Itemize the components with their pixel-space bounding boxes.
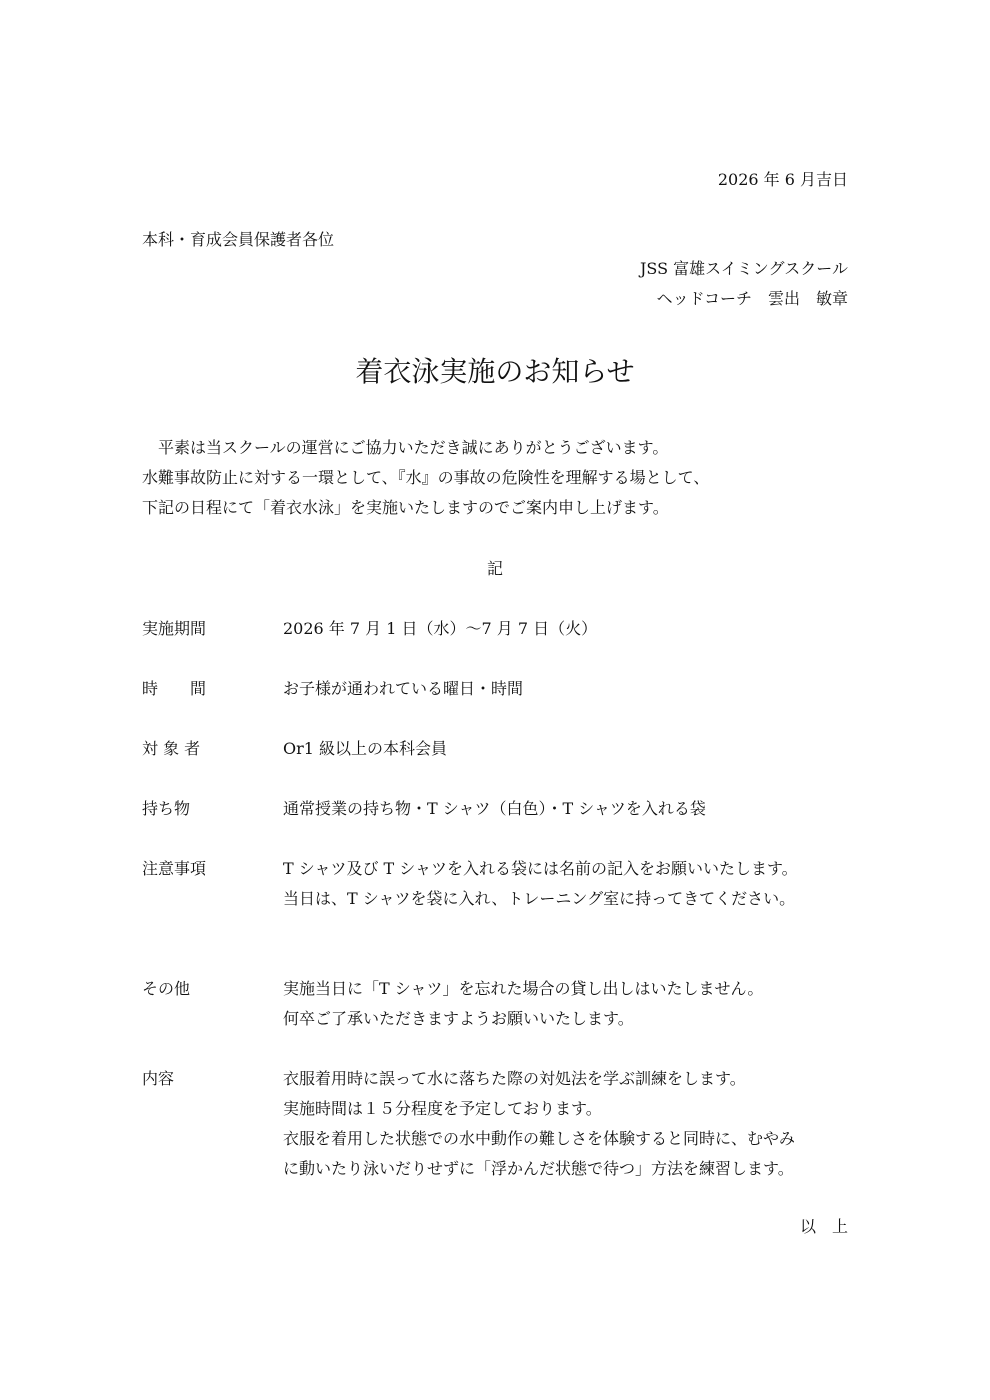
item-line: Or1 級以上の本科会員 <box>283 739 448 758</box>
item-line: に動いたり泳いだりせずに「浮かんだ状態で待つ」方法を練習します。 <box>283 1159 794 1178</box>
item-value-belongings <box>283 801 706 831</box>
item-label-other: その他 <box>142 979 191 998</box>
document-title: 着衣泳実施のお知らせ <box>355 355 635 388</box>
item-value-other <box>283 981 763 1041</box>
sender-organization: JSS 富雄スイミングスクール <box>639 259 848 278</box>
intro-line: 平素は当スクールの運営にご協力いただき誠にありがとうございます。 <box>142 438 669 457</box>
item-label-notes: 注意事項 <box>142 859 207 878</box>
item-line: 2026 年 7 月 1 日（水）～7 月 7 日（火） <box>283 619 598 638</box>
item-value-content <box>283 1071 795 1191</box>
item-value-target <box>283 741 447 771</box>
item-line: 衣服着用時に誤って水に落ちた際の対処法を学ぶ訓練をします。 <box>283 1069 746 1088</box>
sender-person: ヘッドコーチ 雲出 敏章 <box>656 289 848 308</box>
item-value-time <box>283 681 523 711</box>
item-line: 実施当日に「T シャツ」を忘れた場合の貸し出しはいたしません。 <box>283 979 764 998</box>
intro-paragraph <box>142 440 709 530</box>
item-line: 衣服を着用した状態での水中動作の難しさを体験すると同時に、むやみ <box>283 1129 796 1148</box>
closing-mark: 以 上 <box>799 1217 848 1236</box>
item-line: 何卒ご了承いただきますようお願いいたします。 <box>283 1009 634 1028</box>
item-line: 実施時間は１５分程度を予定しております。 <box>283 1099 602 1118</box>
recipient: 本科・育成会員保護者各位 <box>142 230 335 249</box>
item-line: T シャツ及び T シャツを入れる袋には名前の記入をお願いいたします。 <box>283 859 798 878</box>
item-value-period <box>283 621 597 651</box>
item-label-period: 実施期間 <box>142 619 207 638</box>
item-line: お子様が通われている曜日・時間 <box>283 679 524 698</box>
item-line: 当日は、T シャツを袋に入れ、トレーニング室に持ってきてください。 <box>283 889 796 908</box>
item-label-content: 内容 <box>142 1069 175 1088</box>
document-date: 2026 年 6 月吉日 <box>717 170 848 189</box>
ki-marker: 記 <box>486 559 503 578</box>
item-label-time: 時 間 <box>142 679 207 698</box>
intro-line: 水難事故防止に対する一環として、『水』の事故の危険性を理解する場として、 <box>142 468 710 487</box>
item-value-notes <box>283 861 798 921</box>
intro-line: 下記の日程にて「着衣水泳」を実施いたしますのでご案内申し上げます。 <box>142 498 669 517</box>
item-label-belongings: 持ち物 <box>142 799 191 818</box>
item-line: 通常授業の持ち物・T シャツ（白色）・T シャツを入れる袋 <box>283 799 706 818</box>
item-label-target: 対 象 者 <box>142 739 201 758</box>
